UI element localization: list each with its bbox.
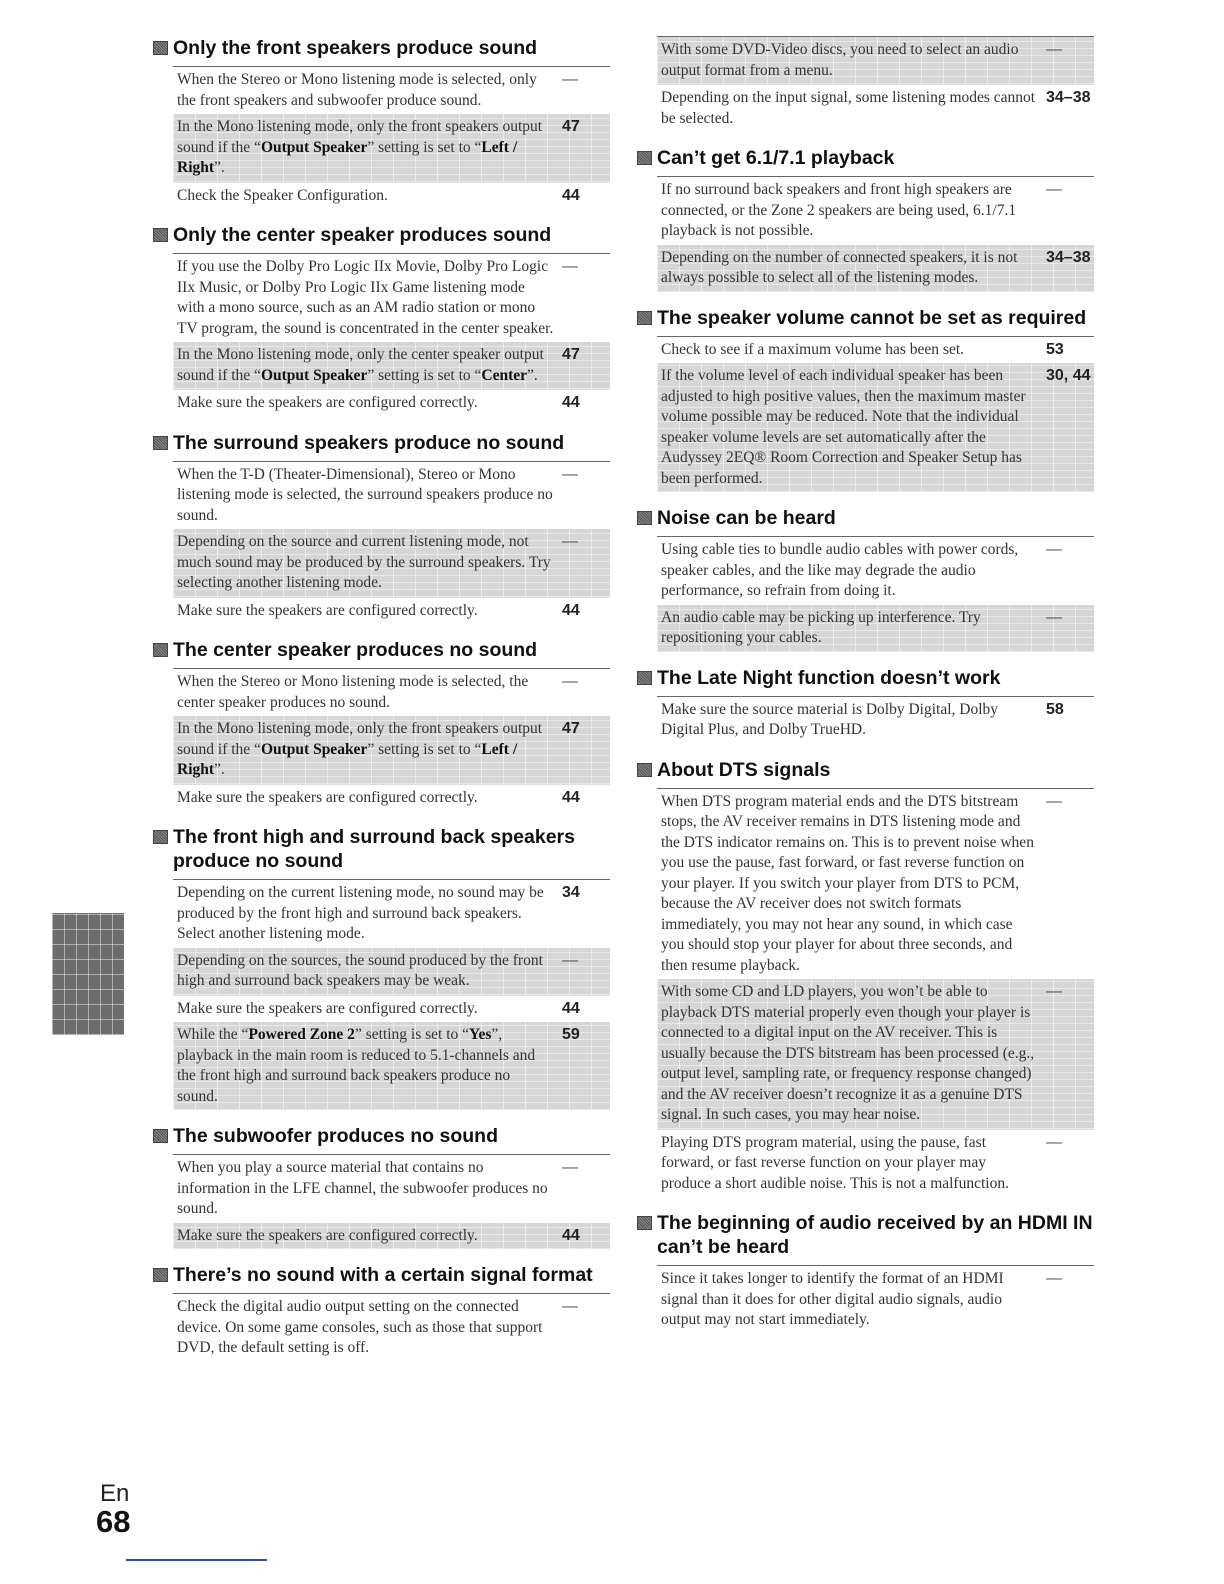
page-reference: — [1046, 983, 1062, 1000]
row-text [177, 1158, 562, 1220]
page-reference: 47 [562, 346, 580, 363]
row-text-content: Depending on the input signal, some listening modes cannot be selected. [661, 89, 1036, 127]
row-text [661, 1133, 1046, 1195]
note-row [173, 716, 610, 784]
row-text-content: Make sure the speakers are configured correctly. [177, 788, 478, 806]
row-text-part: ” setting is set to “ [367, 138, 482, 156]
row-text-content: Make sure the speakers are configured correctly. [177, 999, 478, 1017]
page-reference: 44 [562, 601, 580, 619]
bullet-square-icon [153, 1129, 168, 1143]
page-reference: 47 [562, 720, 580, 737]
row-text-part: ” setting is set to “ [354, 1026, 470, 1043]
symptom-row [173, 389, 610, 417]
troubleshooting-section [152, 825, 610, 1110]
row-text-content: An audio cable may be picking up interference. Try repositioning your cables. [661, 608, 981, 646]
symptom-row [173, 462, 610, 530]
setting-value: Left / Right [177, 740, 518, 778]
troubleshooting-section [636, 146, 1094, 292]
bullet-square-icon [153, 830, 168, 844]
row-text [177, 1226, 562, 1247]
row-text-content: Check the digital audio output setting on the connected device. On some game consoles, such as those that support DVD, the default setting is off. [177, 1298, 543, 1356]
section-title: The front high and surround back speakers produce no sound [173, 826, 575, 872]
page-reference: 34–38 [1046, 248, 1091, 266]
row-text-part: In the Mono listening mode, only the center speaker output sound if the “ [177, 346, 544, 384]
row-text-content: When the Stereo or Mono listening mode is selected, the center speaker produces no sound. [177, 673, 529, 711]
row-text [177, 465, 562, 527]
section-title: The subwoofer produces no sound [173, 1125, 499, 1147]
row-text-content: Depending on the sources, the sound produced by the front high and surround back speakers may be weak. [177, 951, 543, 989]
row-text [177, 186, 562, 207]
note-row [657, 979, 1094, 1129]
section-heading [152, 825, 610, 873]
page-reference: 53 [1046, 340, 1064, 358]
setting-name: Output Speaker [260, 366, 368, 384]
symptom-row [173, 784, 610, 812]
note-row [173, 114, 610, 182]
note-row [173, 1022, 610, 1110]
page-reference: 34–38 [1046, 89, 1091, 106]
page-reference: — [562, 1159, 578, 1176]
troubleshooting-section [636, 506, 1094, 652]
symptom-row [657, 337, 1094, 364]
row-text [661, 366, 1046, 489]
language-label: En [100, 1480, 130, 1507]
right-column [636, 36, 1094, 1348]
page-reference: — [1046, 541, 1062, 558]
page-number: 68 [96, 1504, 131, 1539]
bullet-square-icon [153, 643, 168, 657]
symptom-row [657, 697, 1094, 744]
row-text [177, 999, 562, 1020]
page-reference: 59 [562, 1026, 580, 1043]
row-text [661, 340, 1046, 361]
row-text-part: ”, playback in the main room is reduced to 5.1-channels and the front high and surround back speakers produce no sound. [177, 1026, 536, 1105]
page-reference: — [1046, 1133, 1062, 1151]
row-text [661, 540, 1046, 602]
row-text [177, 719, 562, 781]
row-text-content: Depending on the source and current listening mode, not much sound may be produced by the surround speakers. Try selecting another listening mode. [177, 533, 551, 591]
page-reference: — [562, 533, 578, 550]
row-text [661, 248, 1046, 289]
row-text-part: ”. [214, 761, 225, 778]
section-heading [636, 666, 1094, 690]
row-text [661, 1269, 1046, 1331]
page-reference: 44 [562, 186, 580, 204]
row-text [177, 883, 562, 945]
row-text [177, 1297, 562, 1359]
symptom-row [657, 1266, 1094, 1334]
row-text-content: Since it takes longer to identify the format of an HDMI signal than it does for other digital audio signals, audio output may not start immediately. [661, 1270, 1004, 1328]
row-text [177, 672, 562, 713]
troubleshooting-section [636, 306, 1094, 493]
row-text-content: If the volume level of each individual speaker has been adjusted to high positive values, then the maximum master volume possible may be reduced. Note that the individual speaker volume levels are set automatically after the Audyssey 2EQ® Room Correction and Speaker Setup has been performed. [661, 367, 1026, 487]
setting-value: Yes [469, 1026, 492, 1043]
section-thumb-tab [52, 913, 124, 1035]
troubleshooting-section [152, 36, 610, 209]
symptom-row [657, 1129, 1094, 1198]
row-text [177, 788, 562, 809]
footer-rule [126, 1559, 267, 1561]
row-text [177, 345, 562, 386]
bullet-square-icon [637, 511, 652, 525]
section-title: The surround speakers produce no sound [173, 431, 565, 454]
section-heading [636, 146, 1094, 170]
row-text-content: Depending on the current listening mode, no sound may be produced by the front high and surround back speakers. Select another listening mode. [177, 884, 544, 942]
troubleshooting-section [152, 223, 610, 417]
section-heading [152, 1124, 610, 1148]
bullet-square-icon [637, 151, 652, 165]
page-reference: — [1046, 792, 1062, 810]
page-reference: — [562, 1298, 578, 1315]
note-row [173, 1223, 610, 1250]
note-row [657, 245, 1094, 292]
row-text-content: When the T-D (Theater-Dimensional), Stereo or Mono listening mode is selected, the surround speakers produce no sound. [177, 465, 553, 524]
page-reference: 34 [562, 884, 580, 901]
bullet-square-icon [153, 1268, 168, 1282]
symptom-row [173, 880, 610, 948]
symptom-row [173, 254, 610, 342]
troubleshooting-section [636, 36, 1094, 132]
bullet-square-icon [637, 763, 652, 777]
troubleshooting-section [152, 1124, 610, 1249]
troubleshooting-section [636, 666, 1094, 744]
section-heading [152, 431, 610, 455]
section-title: The speaker volume cannot be set as required [657, 306, 1087, 329]
section-heading [636, 506, 1094, 530]
page-reference: 44 [562, 788, 580, 806]
symptom-row [657, 789, 1094, 980]
section-title: About DTS signals [657, 758, 831, 781]
section-title: Can’t get 6.1/7.1 playback [657, 147, 895, 169]
troubleshooting-section [152, 638, 610, 811]
page-reference: — [1046, 608, 1062, 626]
symptom-row [657, 84, 1094, 132]
setting-value: Left / Right [177, 138, 518, 176]
row-text [661, 982, 1046, 1126]
row-text [661, 88, 1046, 129]
row-text-content: When the Stereo or Mono listening mode is selected, only the front speakers and subwoofer produce sound. [177, 71, 537, 109]
section-heading [152, 1263, 610, 1287]
page-reference: 47 [562, 118, 580, 135]
page-reference: — [1046, 1270, 1062, 1287]
row-text-content: Playing DTS program material, using the pause, fast forward, or fast reverse function on your player may produce a short audible noise. This is not a malfunction. [661, 1133, 1009, 1192]
bullet-square-icon [637, 1216, 652, 1230]
section-title: Only the front speakers produce sound [173, 37, 538, 59]
row-text-content: Check to see if a maximum volume has been set. [661, 340, 965, 358]
row-text [177, 601, 562, 622]
row-text-part: ” setting is set to “ [367, 366, 482, 384]
page-reference: — [562, 258, 578, 275]
note-row [657, 363, 1094, 492]
symptom-row [173, 1294, 610, 1362]
troubleshooting-section [152, 431, 610, 625]
row-text [177, 257, 562, 339]
row-text [661, 40, 1046, 81]
bullet-square-icon [637, 311, 652, 325]
troubleshooting-section [636, 758, 1094, 1198]
symptom-row [173, 597, 610, 625]
row-text [661, 180, 1046, 242]
page-reference: — [562, 465, 578, 483]
row-text [177, 70, 562, 111]
row-text-part: ”. [214, 159, 225, 176]
section-title: The beginning of audio received by an HDMI IN can’t be heard [657, 1212, 1093, 1258]
setting-name: Powered Zone 2 [248, 1026, 355, 1043]
row-text-part: In the Mono listening mode, only the front speakers output sound if the “ [177, 118, 543, 156]
bullet-square-icon [153, 436, 168, 450]
section-title: Noise can be heard [657, 507, 836, 529]
row-text [177, 532, 562, 594]
row-text-part: ” setting is set to “ [367, 740, 482, 758]
bullet-square-icon [637, 671, 652, 685]
setting-name: Output Speaker [260, 138, 368, 156]
note-row [657, 605, 1094, 652]
row-text-content: With some DVD-Video discs, you need to select an audio output format from a menu. [661, 41, 1019, 79]
row-text [177, 1025, 562, 1107]
bullet-square-icon [153, 228, 168, 242]
page-reference: — [562, 951, 578, 969]
row-text-content: If no surround back speakers and front high speakers are connected, or the Zone 2 speakers are being used, 6.1/7.1 playback is not possible. [661, 181, 1017, 239]
row-text-content: If you use the Dolby Pro Logic IIx Movie, Dolby Pro Logic IIx Music, or Dolby Pro Logic IIx Game listening mode with a mono source, such as an AM radio station or mono TV program, the sound is concentrated in the center speaker. [177, 258, 554, 337]
row-text-content: When DTS program material ends and the DTS bitstream stops, the AV receiver remains in DTS listening mode and the DTS indicator remains on. This is to prevent noise when you use the pause, fast forward, or fast reverse function on your player. If you switch your player from DTS to PCM, because the AV receiver does not switch formats immediately, you may not hear any sound, in which case you should stop your player for about three seconds, and then resume playback. [661, 792, 1034, 974]
symptom-row [173, 995, 610, 1023]
section-heading [152, 638, 610, 662]
section-title: The center speaker produces no sound [173, 639, 538, 661]
section-title: The Late Night function doesn’t work [657, 666, 1001, 689]
section-heading [152, 36, 610, 60]
row-text-content: With some CD and LD players, you won’t be able to playback DTS material properly even though your player is connected to a digital input on the AV receiver. This is usually because the DTS bitstream has been processed (e.g., output level, sampling rate, or frequency response changed) and the AV receiver doesn’t recognize it as a genuine DTS signal. In such cases, you may hear noise. [661, 983, 1035, 1123]
row-text-content: Using cable ties to bundle audio cables with power cords, speaker cables, and the like may degrade the audio performance, so refrain from doing it. [661, 541, 1019, 599]
page-reference: — [562, 673, 578, 690]
section-heading [636, 306, 1094, 330]
row-text-content: Make sure the speakers are configured correctly. [177, 394, 478, 411]
row-text-content: When you play a source material that contains no information in the LFE channel, the subwoofer produces no sound. [177, 1159, 548, 1217]
page-reference: 58 [1046, 700, 1064, 718]
section-title: There’s no sound with a certain signal format [173, 1264, 593, 1286]
row-text-part: ”. [527, 366, 538, 384]
row-text-part: In the Mono listening mode, only the front speakers output sound if the “ [177, 720, 543, 758]
section-title: Only the center speaker produces sound [173, 224, 552, 246]
section-heading [152, 223, 610, 247]
bullet-square-icon [153, 41, 168, 55]
symptom-row [173, 669, 610, 716]
note-row [173, 948, 610, 995]
section-heading [636, 1211, 1094, 1259]
row-text-content: Make sure the source material is Dolby Digital, Dolby Digital Plus, and Dolby TrueHD. [661, 700, 999, 738]
row-text-content: Depending on the number of connected speakers, it is not always possible to select all of the listening modes. [661, 248, 1018, 286]
note-row [173, 529, 610, 597]
page-reference: — [1046, 181, 1062, 198]
page-reference: — [562, 71, 578, 88]
symptom-row [173, 67, 610, 114]
setting-name: Output Speaker [260, 740, 368, 758]
symptom-row [657, 537, 1094, 605]
row-text [177, 117, 562, 179]
page-reference: 30, 44 [1046, 367, 1091, 384]
section-heading [636, 758, 1094, 782]
row-text [177, 393, 562, 414]
page-reference: 44 [562, 999, 580, 1017]
page-reference: 44 [562, 394, 580, 411]
setting-value: Center [481, 366, 528, 384]
page-reference: — [1046, 41, 1062, 58]
troubleshooting-section [636, 1211, 1094, 1334]
row-text [177, 951, 562, 992]
row-text-content: Make sure the speakers are configured correctly. [177, 601, 478, 619]
symptom-row [657, 177, 1094, 245]
left-column [152, 36, 610, 1376]
note-row [657, 37, 1094, 84]
note-row [173, 342, 610, 389]
page-reference: 44 [562, 1226, 580, 1244]
symptom-row [173, 1155, 610, 1223]
symptom-row [173, 182, 610, 210]
row-text-content: Check the Speaker Configuration. [177, 186, 388, 204]
row-text [661, 700, 1046, 741]
row-text-content: Make sure the speakers are configured correctly. [177, 1226, 478, 1244]
row-text-part: While the “ [177, 1026, 249, 1043]
row-text [661, 608, 1046, 649]
row-text [661, 792, 1046, 977]
troubleshooting-section [152, 1263, 610, 1362]
